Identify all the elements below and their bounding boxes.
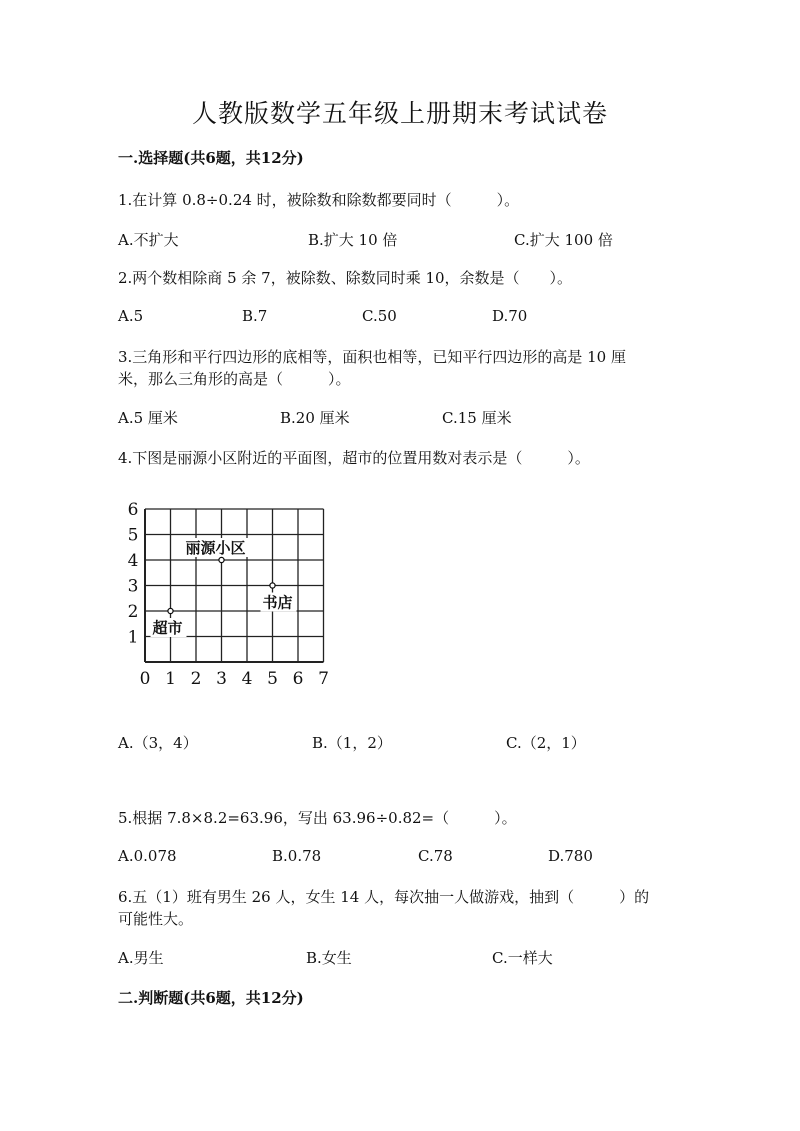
question-1-option-c[interactable]: C.扩大 100 倍: [514, 231, 613, 249]
question-6-stem-line-1: 6.五（1）班有男生 26 人，女生 14 人，每次抽一人做游戏，抽到（ ）的: [118, 888, 650, 906]
question-2-option-c[interactable]: C.50: [362, 307, 397, 325]
y-axis-tick-label: 5: [127, 525, 139, 546]
place-marker-dot: [270, 583, 275, 588]
y-axis-tick-label: 2: [127, 602, 139, 622]
x-axis-tick-label: 2: [190, 669, 202, 689]
x-axis-tick-label: 3: [216, 669, 227, 689]
question-3-option-b[interactable]: B.20 厘米: [280, 409, 350, 427]
grid-places: [151, 538, 297, 637]
question-1-option-b[interactable]: B.扩大 10 倍: [308, 231, 398, 249]
place-label: 丽源小区: [185, 539, 246, 557]
question-4-stem: 4.下图是丽源小区附近的平面图，超市的位置用数对表示是（ ）。: [118, 449, 590, 467]
question-3-stem-line-2: 米，那么三角形的高是（ ）。: [118, 370, 351, 388]
x-axis-tick-label: 5: [267, 669, 278, 689]
page-title: 人教版数学五年级上册期末考试试卷: [191, 99, 608, 128]
x-axis-tick-label: 6: [292, 669, 304, 689]
place-label: 超市: [152, 619, 183, 637]
question-2-option-a[interactable]: A.5: [118, 307, 144, 325]
grid-axis-labels: [128, 500, 329, 689]
place-label: 书店: [262, 593, 293, 612]
x-axis-tick-label: 4: [241, 669, 253, 689]
question-5-option-b[interactable]: B.0.78: [272, 847, 322, 865]
place-marker-dot: [168, 608, 173, 613]
question-1-option-a[interactable]: A.不扩大: [118, 231, 179, 249]
question-5-option-a[interactable]: A.0.078: [118, 847, 177, 865]
x-axis-tick-label: 1: [165, 669, 176, 689]
grid-lines: [145, 509, 324, 662]
question-5-option-d[interactable]: D.780: [548, 847, 593, 865]
question-4-option-a[interactable]: A.（3，4）: [118, 734, 198, 752]
y-axis-tick-label: 3: [127, 576, 139, 597]
question-4-option-c[interactable]: C.（2，1）: [506, 734, 586, 752]
y-axis-tick-label: 6: [127, 500, 139, 520]
question-3-stem-line-1: 3.三角形和平行四边形的底相等，面积也相等，已知平行四边形的高是 10 厘: [118, 348, 626, 366]
question-4-option-b[interactable]: B.（1，2）: [312, 734, 392, 752]
y-axis-tick-label: 4: [127, 551, 139, 571]
y-axis-tick-label: 1: [127, 627, 139, 648]
x-axis-tick-label: 7: [318, 669, 329, 689]
question-2-option-b[interactable]: B.7: [242, 307, 268, 325]
question-2-option-d[interactable]: D.70: [492, 307, 528, 325]
section-heading-choice: 一.选择题(共6题，共12分): [118, 149, 304, 167]
question-6-stem-line-2: 可能性大。: [118, 910, 194, 928]
section-heading-judgement: 二.判断题(共6题，共12分): [118, 989, 304, 1007]
question-6-option-a[interactable]: A.男生: [118, 949, 164, 967]
question-6-option-b[interactable]: B.女生: [306, 949, 352, 967]
question-6-option-c[interactable]: C.一样大: [492, 949, 553, 967]
place-marker-dot: [219, 557, 224, 562]
question-1-stem: 1.在计算 0.8÷0.24 时，被除数和除数都要同时（ ）。: [118, 191, 520, 209]
question-5-option-c[interactable]: C.78: [418, 847, 453, 865]
coordinate-grid-map: [118, 496, 348, 696]
question-5-stem: 5.根据 7.8×8.2=63.96，写出 63.96÷0.82=（ ）。: [118, 809, 517, 827]
question-2-stem: 2.两个数相除商 5 余 7，被除数、除数同时乘 10，余数是（ ）。: [118, 269, 573, 287]
x-axis-tick-label: 0: [139, 669, 151, 689]
question-3-option-c[interactable]: C.15 厘米: [442, 409, 512, 427]
question-3-option-a[interactable]: A.5 厘米: [118, 409, 178, 427]
